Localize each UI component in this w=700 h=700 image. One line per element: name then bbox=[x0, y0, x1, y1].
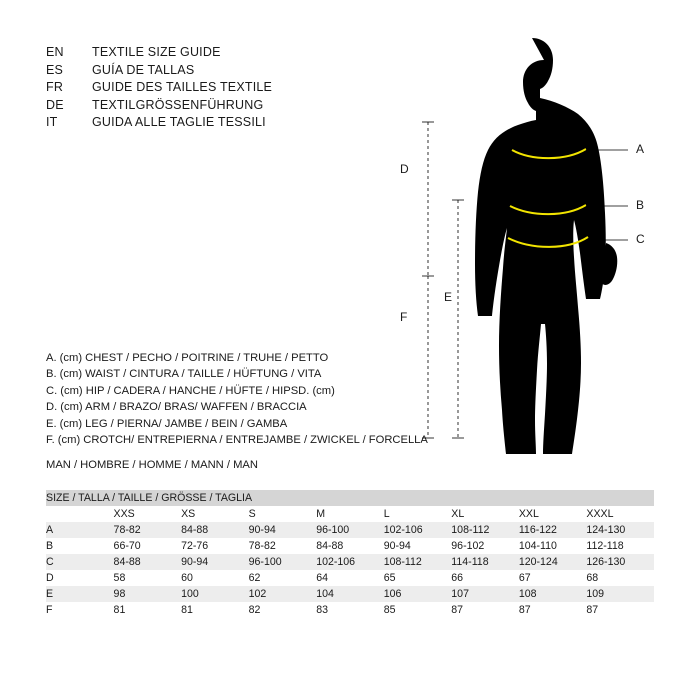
title-block bbox=[46, 44, 376, 132]
title-text-it: GUIDA ALLE TAGLIE TESSILI bbox=[92, 115, 266, 129]
size-head-xs: XS bbox=[181, 506, 249, 522]
table-row bbox=[46, 602, 654, 618]
cell-e-m: 104 bbox=[316, 586, 384, 602]
cell-b-xxs: 66-70 bbox=[114, 538, 182, 554]
row-label-f: F bbox=[46, 602, 114, 618]
legend-line-e: E. (cm) LEG / PIERNA/ JAMBE / BEIN / GAMBA bbox=[46, 417, 288, 430]
callout-label-a: A bbox=[636, 142, 645, 156]
legend-line-f: F. (cm) CROTCH/ ENTREPIERNA / ENTREJAMBE / ZWICKEL / FORCELLA bbox=[46, 434, 428, 447]
table-row bbox=[46, 586, 654, 602]
table-size-row bbox=[46, 506, 654, 522]
title-lang-en: EN bbox=[46, 45, 64, 59]
cell-f-s: 82 bbox=[249, 602, 317, 618]
dimension-brackets bbox=[422, 122, 464, 438]
callout-label-d: D bbox=[400, 162, 409, 176]
title-row-en bbox=[46, 44, 376, 62]
cell-d-l: 65 bbox=[384, 570, 452, 586]
cell-e-xxs: 98 bbox=[114, 586, 182, 602]
cell-b-xxl: 104-110 bbox=[519, 538, 587, 554]
table-row bbox=[46, 554, 654, 570]
cell-a-xxs: 78-82 bbox=[114, 522, 182, 538]
cell-c-xs: 90-94 bbox=[181, 554, 249, 570]
legend-gender-note: MAN / HOMBRE / HOMME / MANN / MAN bbox=[46, 459, 258, 471]
legend-line-a: A. (cm) CHEST / PECHO / POITRINE / TRUHE / PETTO bbox=[46, 352, 329, 364]
size-row-corner bbox=[46, 506, 114, 522]
size-head-xxxl: XXXL bbox=[586, 506, 654, 522]
title-text-fr: GUIDE DES TAILLES TEXTILE bbox=[92, 80, 273, 94]
cell-d-xxl: 67 bbox=[519, 570, 587, 586]
legend-line-c: C. (cm) HIP / CADERA / HANCHE / HÜFTE / HIPSD. (cm) bbox=[46, 384, 335, 397]
size-table bbox=[46, 490, 654, 618]
mannequin-figure bbox=[380, 28, 680, 468]
size-head-l: L bbox=[384, 506, 452, 522]
size-head-m: M bbox=[316, 506, 384, 522]
title-row-it bbox=[46, 114, 376, 132]
row-label-e: E bbox=[46, 586, 114, 602]
title-text-es: GUÍA DE TALLAS bbox=[92, 62, 195, 77]
cell-c-m: 102-106 bbox=[316, 554, 384, 570]
cell-d-m: 64 bbox=[316, 570, 384, 586]
table-row bbox=[46, 522, 654, 538]
title-row-de bbox=[46, 97, 376, 115]
cell-d-s: 62 bbox=[249, 570, 317, 586]
table-row bbox=[46, 538, 654, 554]
cell-f-xs: 81 bbox=[181, 602, 249, 618]
cell-a-xs: 84-88 bbox=[181, 522, 249, 538]
cell-f-xxxl: 87 bbox=[586, 602, 654, 618]
cell-e-xxl: 108 bbox=[519, 586, 587, 602]
cell-c-xxxl: 126-130 bbox=[586, 554, 654, 570]
cell-b-m: 84-88 bbox=[316, 538, 384, 554]
cell-f-m: 83 bbox=[316, 602, 384, 618]
size-head-s: S bbox=[249, 506, 317, 522]
title-lang-es: ES bbox=[46, 62, 64, 77]
size-table-wrapper bbox=[46, 490, 654, 618]
cell-a-xl: 108-112 bbox=[451, 522, 519, 538]
cell-f-xl: 87 bbox=[451, 602, 519, 618]
cell-a-m: 96-100 bbox=[316, 522, 384, 538]
cell-c-xxs: 84-88 bbox=[114, 554, 182, 570]
cell-e-l: 106 bbox=[384, 586, 452, 602]
title-text-de: TEXTILGRÖSSENFÜHRUNG bbox=[92, 97, 264, 112]
cell-f-xxs: 81 bbox=[114, 602, 182, 618]
cell-a-xxl: 116-122 bbox=[519, 522, 587, 538]
cell-e-xs: 100 bbox=[181, 586, 249, 602]
size-head-xxs: XXS bbox=[114, 506, 182, 522]
size-head-xl: XL bbox=[451, 506, 519, 522]
cell-b-xs: 72-76 bbox=[181, 538, 249, 554]
legend-line-b: B. (cm) WAIST / CINTURA / TAILLE / HÜFTUNG / VITA bbox=[46, 368, 322, 381]
cell-d-xl: 66 bbox=[451, 570, 519, 586]
title-lang-fr: FR bbox=[46, 80, 64, 94]
title-row-fr bbox=[46, 79, 376, 97]
row-label-b: B bbox=[46, 538, 114, 554]
callout-label-b: B bbox=[636, 198, 645, 212]
title-lang-de: DE bbox=[46, 97, 64, 112]
cell-a-xxxl: 124-130 bbox=[586, 522, 654, 538]
cell-d-xs: 60 bbox=[181, 570, 249, 586]
cell-f-xxl: 87 bbox=[519, 602, 587, 618]
row-label-d: D bbox=[46, 570, 114, 586]
callout-label-c: C bbox=[636, 232, 645, 246]
cell-a-s: 90-94 bbox=[249, 522, 317, 538]
cell-e-xxxl: 109 bbox=[586, 586, 654, 602]
cell-b-xxxl: 112-118 bbox=[586, 538, 654, 554]
callout-label-f: F bbox=[400, 310, 408, 324]
title-lang-it: IT bbox=[46, 115, 58, 129]
table-header-label: SIZE / TALLA / TAILLE / GRÖSSE / TAGLIA bbox=[46, 490, 654, 506]
title-row-es bbox=[46, 62, 376, 80]
callout-label-e: E bbox=[444, 290, 453, 304]
size-head-xxl: XXL bbox=[519, 506, 587, 522]
cell-b-xl: 96-102 bbox=[451, 538, 519, 554]
cell-d-xxs: 58 bbox=[114, 570, 182, 586]
cell-c-l: 108-112 bbox=[384, 554, 452, 570]
cell-c-s: 96-100 bbox=[249, 554, 317, 570]
cell-b-s: 78-82 bbox=[249, 538, 317, 554]
cell-a-l: 102-106 bbox=[384, 522, 452, 538]
cell-f-l: 85 bbox=[384, 602, 452, 618]
table-row bbox=[46, 570, 654, 586]
cell-c-xl: 114-118 bbox=[451, 554, 519, 570]
legend-line-d: D. (cm) ARM / BRAZO/ BRAS/ WAFFEN / BRACCIA bbox=[46, 401, 307, 414]
table-header-row bbox=[46, 490, 654, 506]
row-label-a: A bbox=[46, 522, 114, 538]
row-label-c: C bbox=[46, 554, 114, 570]
cell-e-s: 102 bbox=[249, 586, 317, 602]
cell-e-xl: 107 bbox=[451, 586, 519, 602]
cell-b-l: 90-94 bbox=[384, 538, 452, 554]
title-text-en: TEXTILE SIZE GUIDE bbox=[92, 45, 221, 59]
cell-c-xxl: 120-124 bbox=[519, 554, 587, 570]
cell-d-xxxl: 68 bbox=[586, 570, 654, 586]
